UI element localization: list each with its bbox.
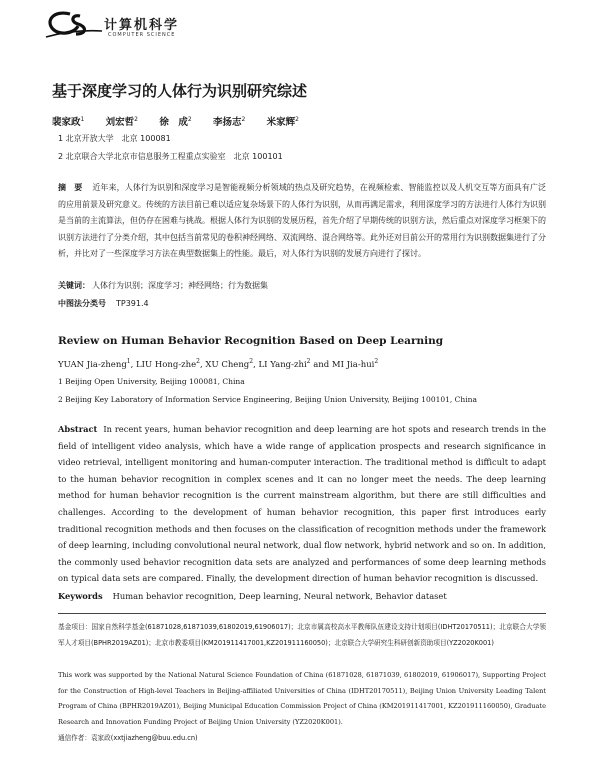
keywords-cn-label: 关键词： [58,281,90,290]
author-en: MI Jia-hui$^2$ [331,358,379,370]
author-en: XU Cheng$^2$, [205,358,259,370]
journal-subtitle: COMPUTER SCIENCE [108,32,176,38]
clc-label: 中图法分类号 [58,299,106,308]
paper-title-cn: 基于深度学习的人体行为识别研究综述 [52,82,308,100]
abstract-en [58,421,546,587]
author-cn: 裴家政$^1$ [52,115,85,128]
classification-number [58,298,149,309]
authors-en [58,358,378,370]
abstract-en-text: In recent years, human behavior recognition and deep learning are hot spots and research trends in the field of intelligent video analysis, which have a wide range of application prospects and research significance in video retrieval, intelligent monitoring and human-computer interaction. The traditional method is difficult to adapt to the human behavior recognition in complex scenes and it can no longer meet the needs. The deep learning method for human behavior recognition is the current mainstream algorithm, but there are still difficulties and challenges. According to the development of human behavior recognition, this paper first introduces early traditional recognition methods and then focuses on the classification of recognition methods under the framework of deep learning, including convolutional neural network, dual flow network, hybrid network and so on. In addition, the commonly used behavior recognition data sets are analyzed and performances of some deep learning methods on typical data sets are compared. Finally, the development direction of human behavior recognition is discussed. [58,424,546,584]
funding-footnote-en: This work was supported by the National Natural Science Foundation of China (61871028, 61871039, 61802019, 61906017), Supporting Project for the Construction of High-level Teachers in Beijing-affiliated Universities of China (IDHT20170511), Beijing Union University Leading Talent Program of China (BPHR2019AZ01), Beijing Municipal Education Commission Project of China (KM201911417001, KZ201911160050), Graduate Research and Innovation Funding Project of Beijing Union University (YZ2020K001). [58,671,546,726]
abstract-en-label: Abstract [58,424,98,434]
corresponding-author: 通信作者：袁家政(xxtjiazheng@buu.edu.cn) [58,734,198,742]
author-en: LI Yang-zhi$^2$ and [258,358,332,370]
journal-name: 计算机科学 [104,18,180,33]
abstract-cn-text: 近年来，人体行为识别和深度学习是智能视频分析领域的热点及研究趋势，在视频检索、智能监控以及人机交互等方面具有广泛的应用前景及研究意义。传统的方法目前已难以适应复杂场景下的人体行为识别，从而再满足需求，利用深度学习的方法进行人体行为识别是当前的主流算法，但仍存在困难与挑战。根据人体行为识别的发展历程，首先介绍了早期传统的识别方法，然后重点对深度学习框架下的识别方法进行了分类介绍，其中包括当前常见的卷积神经网络、双流网络、混合网络等。此外还对目前公开的常用行为识别数据集进行了分析，并比对了一些深度学习方法在典型数据集上的性能。最后，对人体行为识别的发展方向进行了探讨。 [58,183,546,258]
affiliation-en-1: 1 Beijing Open University, Beijing 100081, China [58,377,245,386]
keywords-en [58,591,447,601]
authors-cn [52,114,317,128]
abstract-cn-label: 摘 要 [58,183,83,192]
funding-footnote-cn: 基金项目：国家自然科学基金(61871028,61871039,61802019,61906017)；北京市属高校高水平教师队伍建设支持计划项目(IDHT20170511)；北京联合大学领军人才项目(BPHR2019AZ01)；北京市教委项目(KM201911417001,KZ201911160050)；北京联合大学研究生科研创新资助项目(YZ2020K001) [58,623,546,647]
author-cn: 徐 成$^2$ [159,115,192,128]
keywords-en-label: Keywords [58,591,103,601]
affiliation-en-2: 2 Beijing Key Laboratory of Information Service Engineering, Beijing Union University, Beijing 100101, China [58,395,477,404]
author-cn: 李扬志$^2$ [212,115,246,128]
author-cn: 刘宏哲$^2$ [105,115,138,128]
clc-value: TP391.4 [116,299,149,308]
affiliation-cn-2: 2 北京联合大学北京市信息服务工程重点实验室 北京 100101 [58,152,283,161]
paper-title-en: Review on Human Behavior Recognition Based on Deep Learning [58,335,444,347]
footnote-divider [58,613,546,614]
keywords-cn-text: 人体行为识别；深度学习；神经网络；行为数据集 [92,281,268,290]
abstract-cn [58,180,546,263]
journal-logo-icon [44,10,102,40]
author-en: LIU Hong-zhe$^2$, [136,358,206,370]
keywords-cn [58,280,268,291]
keywords-en-text: Human behavior recognition, Deep learning, Neural network, Behavior dataset [112,591,447,601]
author-en: YUAN Jia-zheng$^1$, [58,358,136,370]
journal-header [44,8,564,48]
author-cn: 米家辉$^2$ [266,115,299,128]
affiliation-cn-1: 1 北京开放大学 北京 100081 [58,134,171,143]
